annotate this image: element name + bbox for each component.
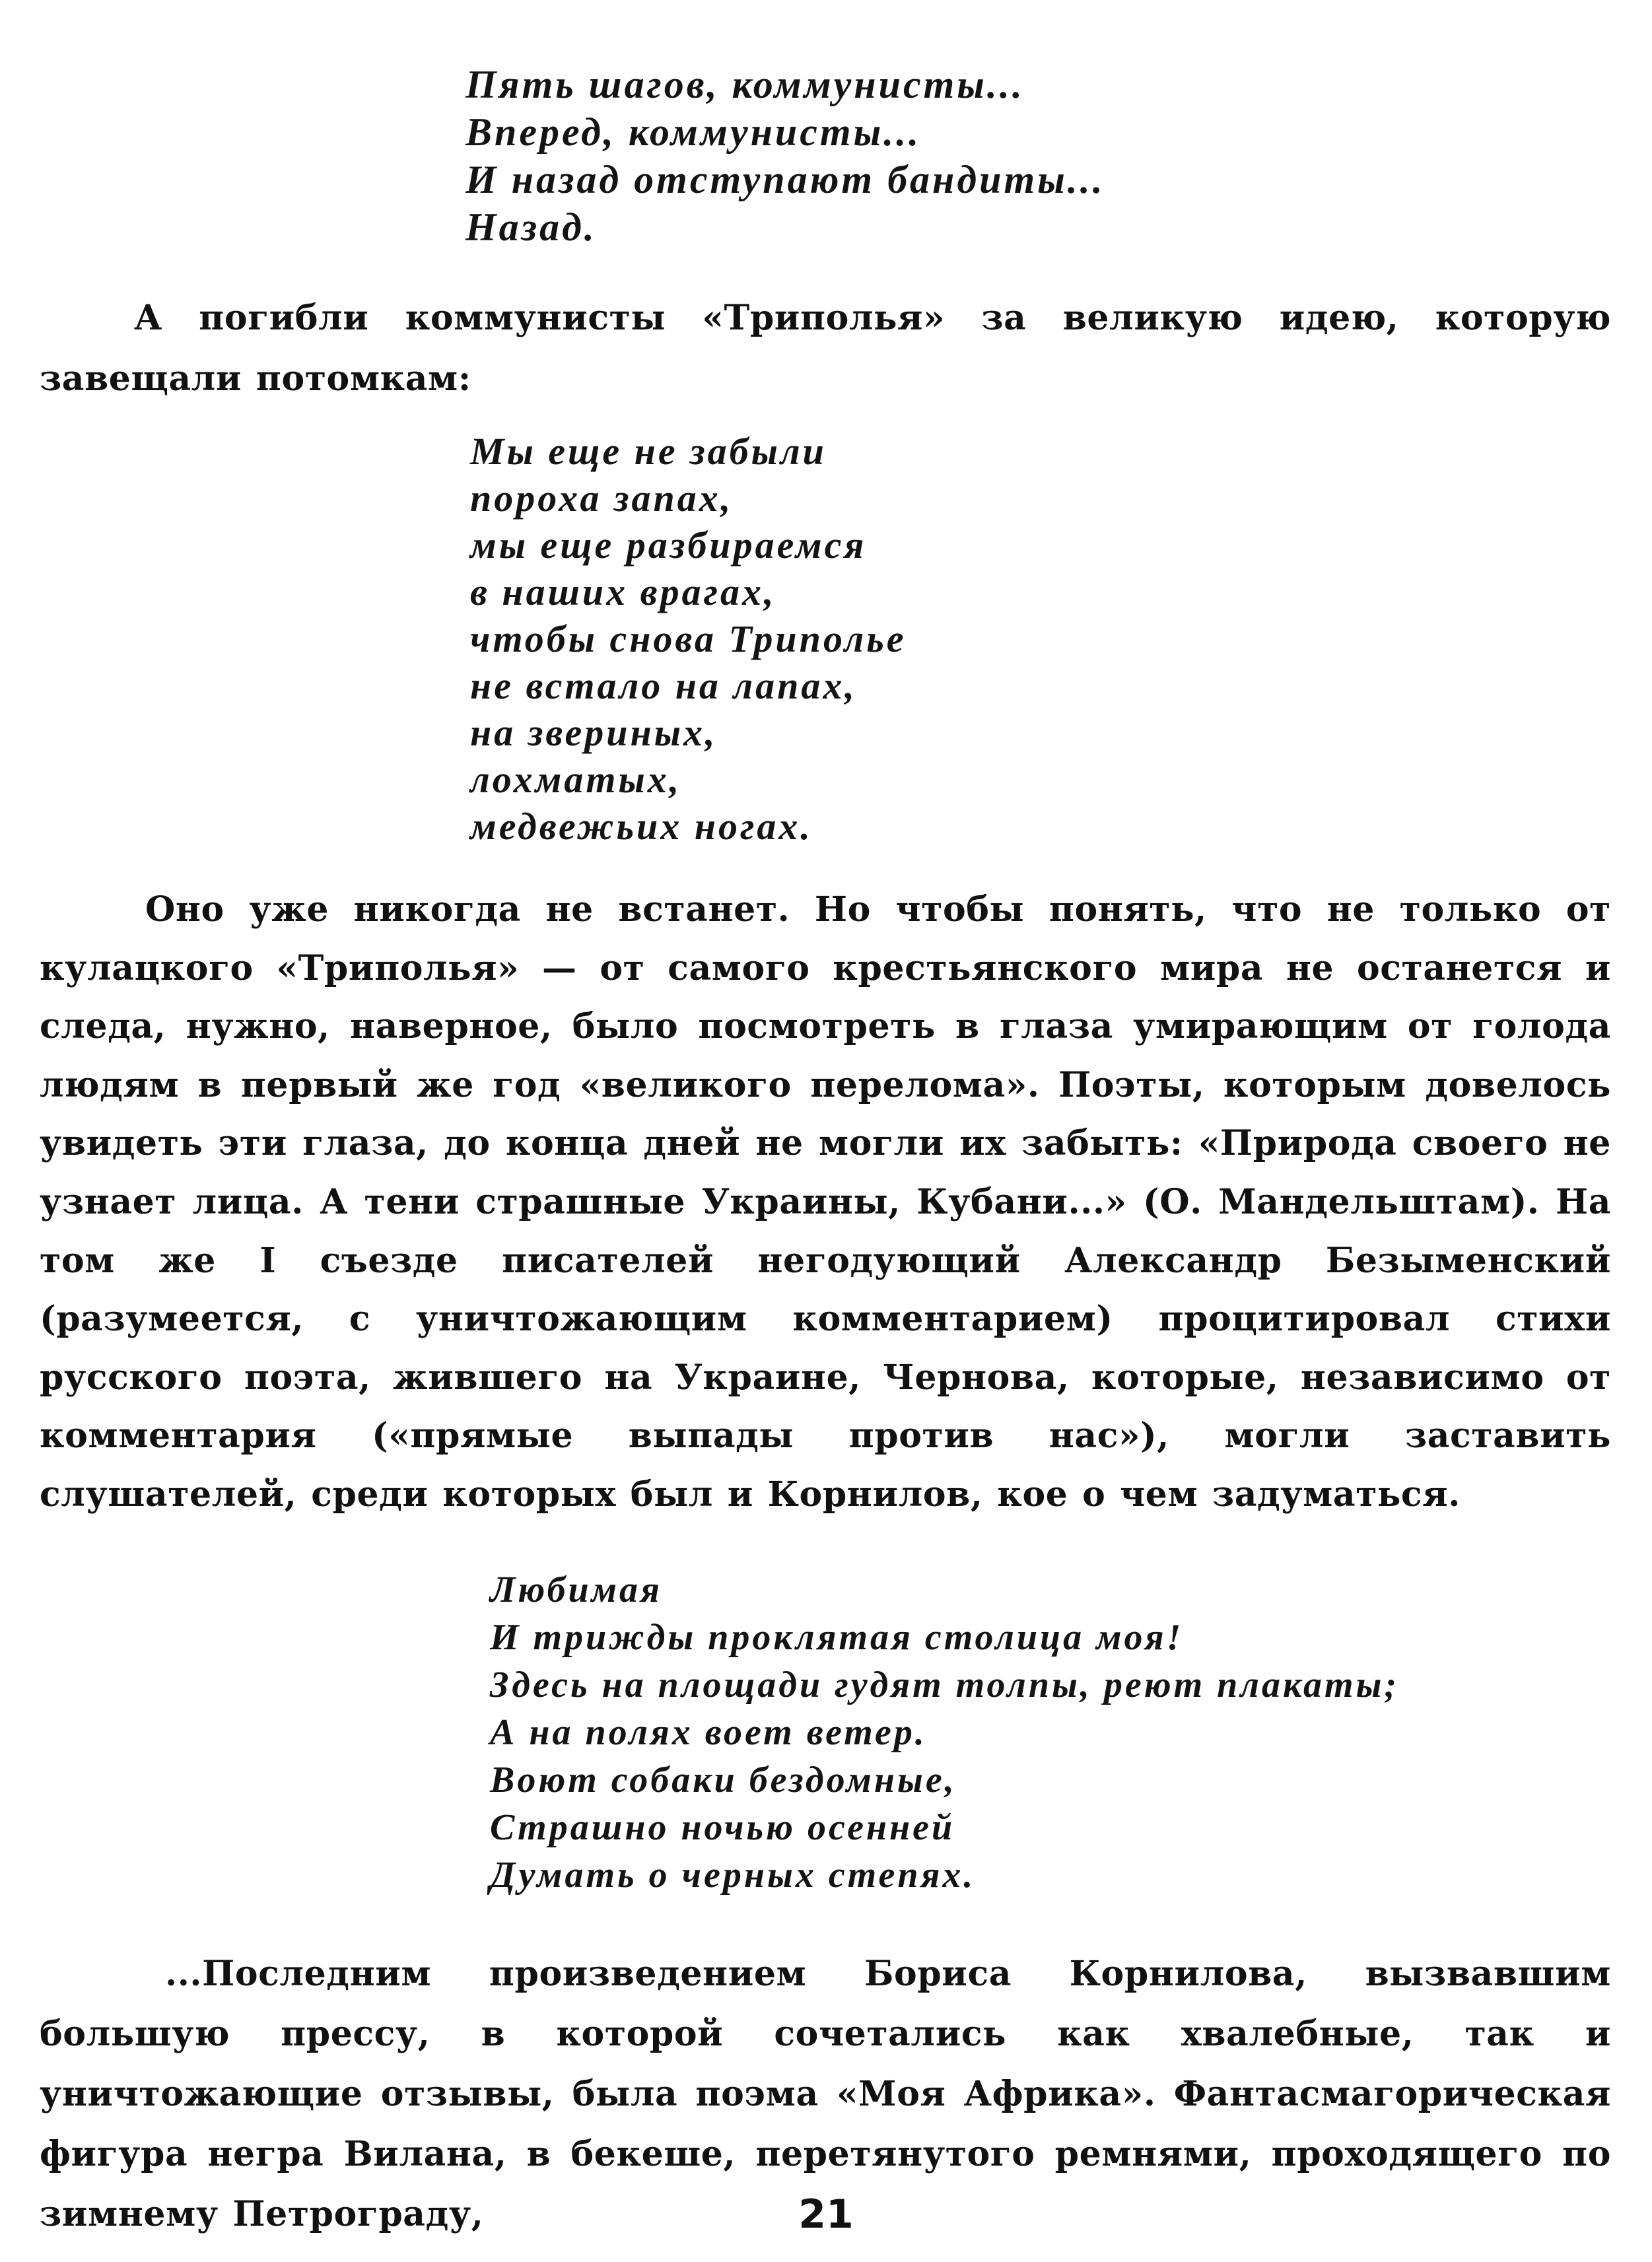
verse-line: И назад отступают бандиты... bbox=[465, 158, 1105, 201]
body-paragraph-famine: Оно уже никогда не встанет. Но чтобы понять, что не только от кулацкого «Триполья» — от самого крестьянского мира не останется и следа, нужно, наверное, было посмотреть в глаза умирающим от голода людям в первый же год «великого перелома». Поэты, которым довелось увидеть эти глаза, до конца дней не могли их забыть: «Природа своего не узнает лица. А тени страшные Украины, Кубани...» (О. Мандельштам). На том же I съезде писателей негодующий Александр Безыменский (разумеется, с уничтожающим комментарием) процитировал стихи русского поэта, жившего на Украине, Чернова, которые, независимо от комментария («прямые выпады против нас»), могли заставить слушателей, среди которых был и Корнилов, кое о чем задуматься. bbox=[40, 889, 1611, 1515]
verse-line: Назад. bbox=[465, 205, 597, 249]
verse-line: Думать о черных степях. bbox=[490, 1855, 976, 1896]
verse-line: мы еще разбираемся bbox=[470, 524, 867, 566]
body-paragraph-tripolye: А погибли коммунисты «Триполья» за великую идею, которую завещали потомкам: bbox=[40, 298, 1611, 399]
body-paragraph-my-africa: ...Последним произведением Бориса Корнилова, вызвавшим большую прессу, в которой сочетались как хвалебные, так и уничтожающие отзывы, была поэма «Моя Африка». Фантасмагорическая фигура негра Вилана, в бекеше, перетянутого ремнями, проходящего по зимнему Петрограду, bbox=[40, 1954, 1611, 2234]
verse-line: Здесь на площади гудят толпы, реют плакаты; bbox=[490, 1664, 1400, 1705]
verse-line: А на полях воет ветер. bbox=[490, 1712, 927, 1753]
verse-line: Пять шагов, коммунисты... bbox=[465, 63, 1025, 106]
page-number: 21 bbox=[798, 2191, 854, 2238]
verse-line: пороха запах, bbox=[470, 477, 734, 520]
verse-line: чтобы снова Триполье bbox=[470, 617, 907, 660]
verse-line: не встало на лапах, bbox=[470, 664, 857, 707]
verse-line: Мы еще не забыли bbox=[470, 430, 827, 473]
verse-line: на звериных, bbox=[470, 711, 718, 754]
poem-quote-communists bbox=[465, 61, 1105, 251]
verse-line: медвежьих ногах. bbox=[470, 805, 813, 848]
verse-line: Воют собаки бездомные, bbox=[490, 1760, 957, 1800]
poem-quote-tripolye bbox=[470, 428, 907, 850]
verse-line: Страшно ночью осенней bbox=[490, 1807, 955, 1848]
poem-quote-chernov bbox=[490, 1566, 1399, 1899]
verse-line: И трижды проклятая столица моя! bbox=[490, 1617, 1184, 1658]
verse-line: Вперед, коммунисты... bbox=[465, 110, 922, 154]
verse-line: Любимая bbox=[490, 1569, 662, 1610]
verse-line: лохматых, bbox=[470, 758, 682, 801]
verse-line: в наших врагах, bbox=[470, 570, 776, 613]
